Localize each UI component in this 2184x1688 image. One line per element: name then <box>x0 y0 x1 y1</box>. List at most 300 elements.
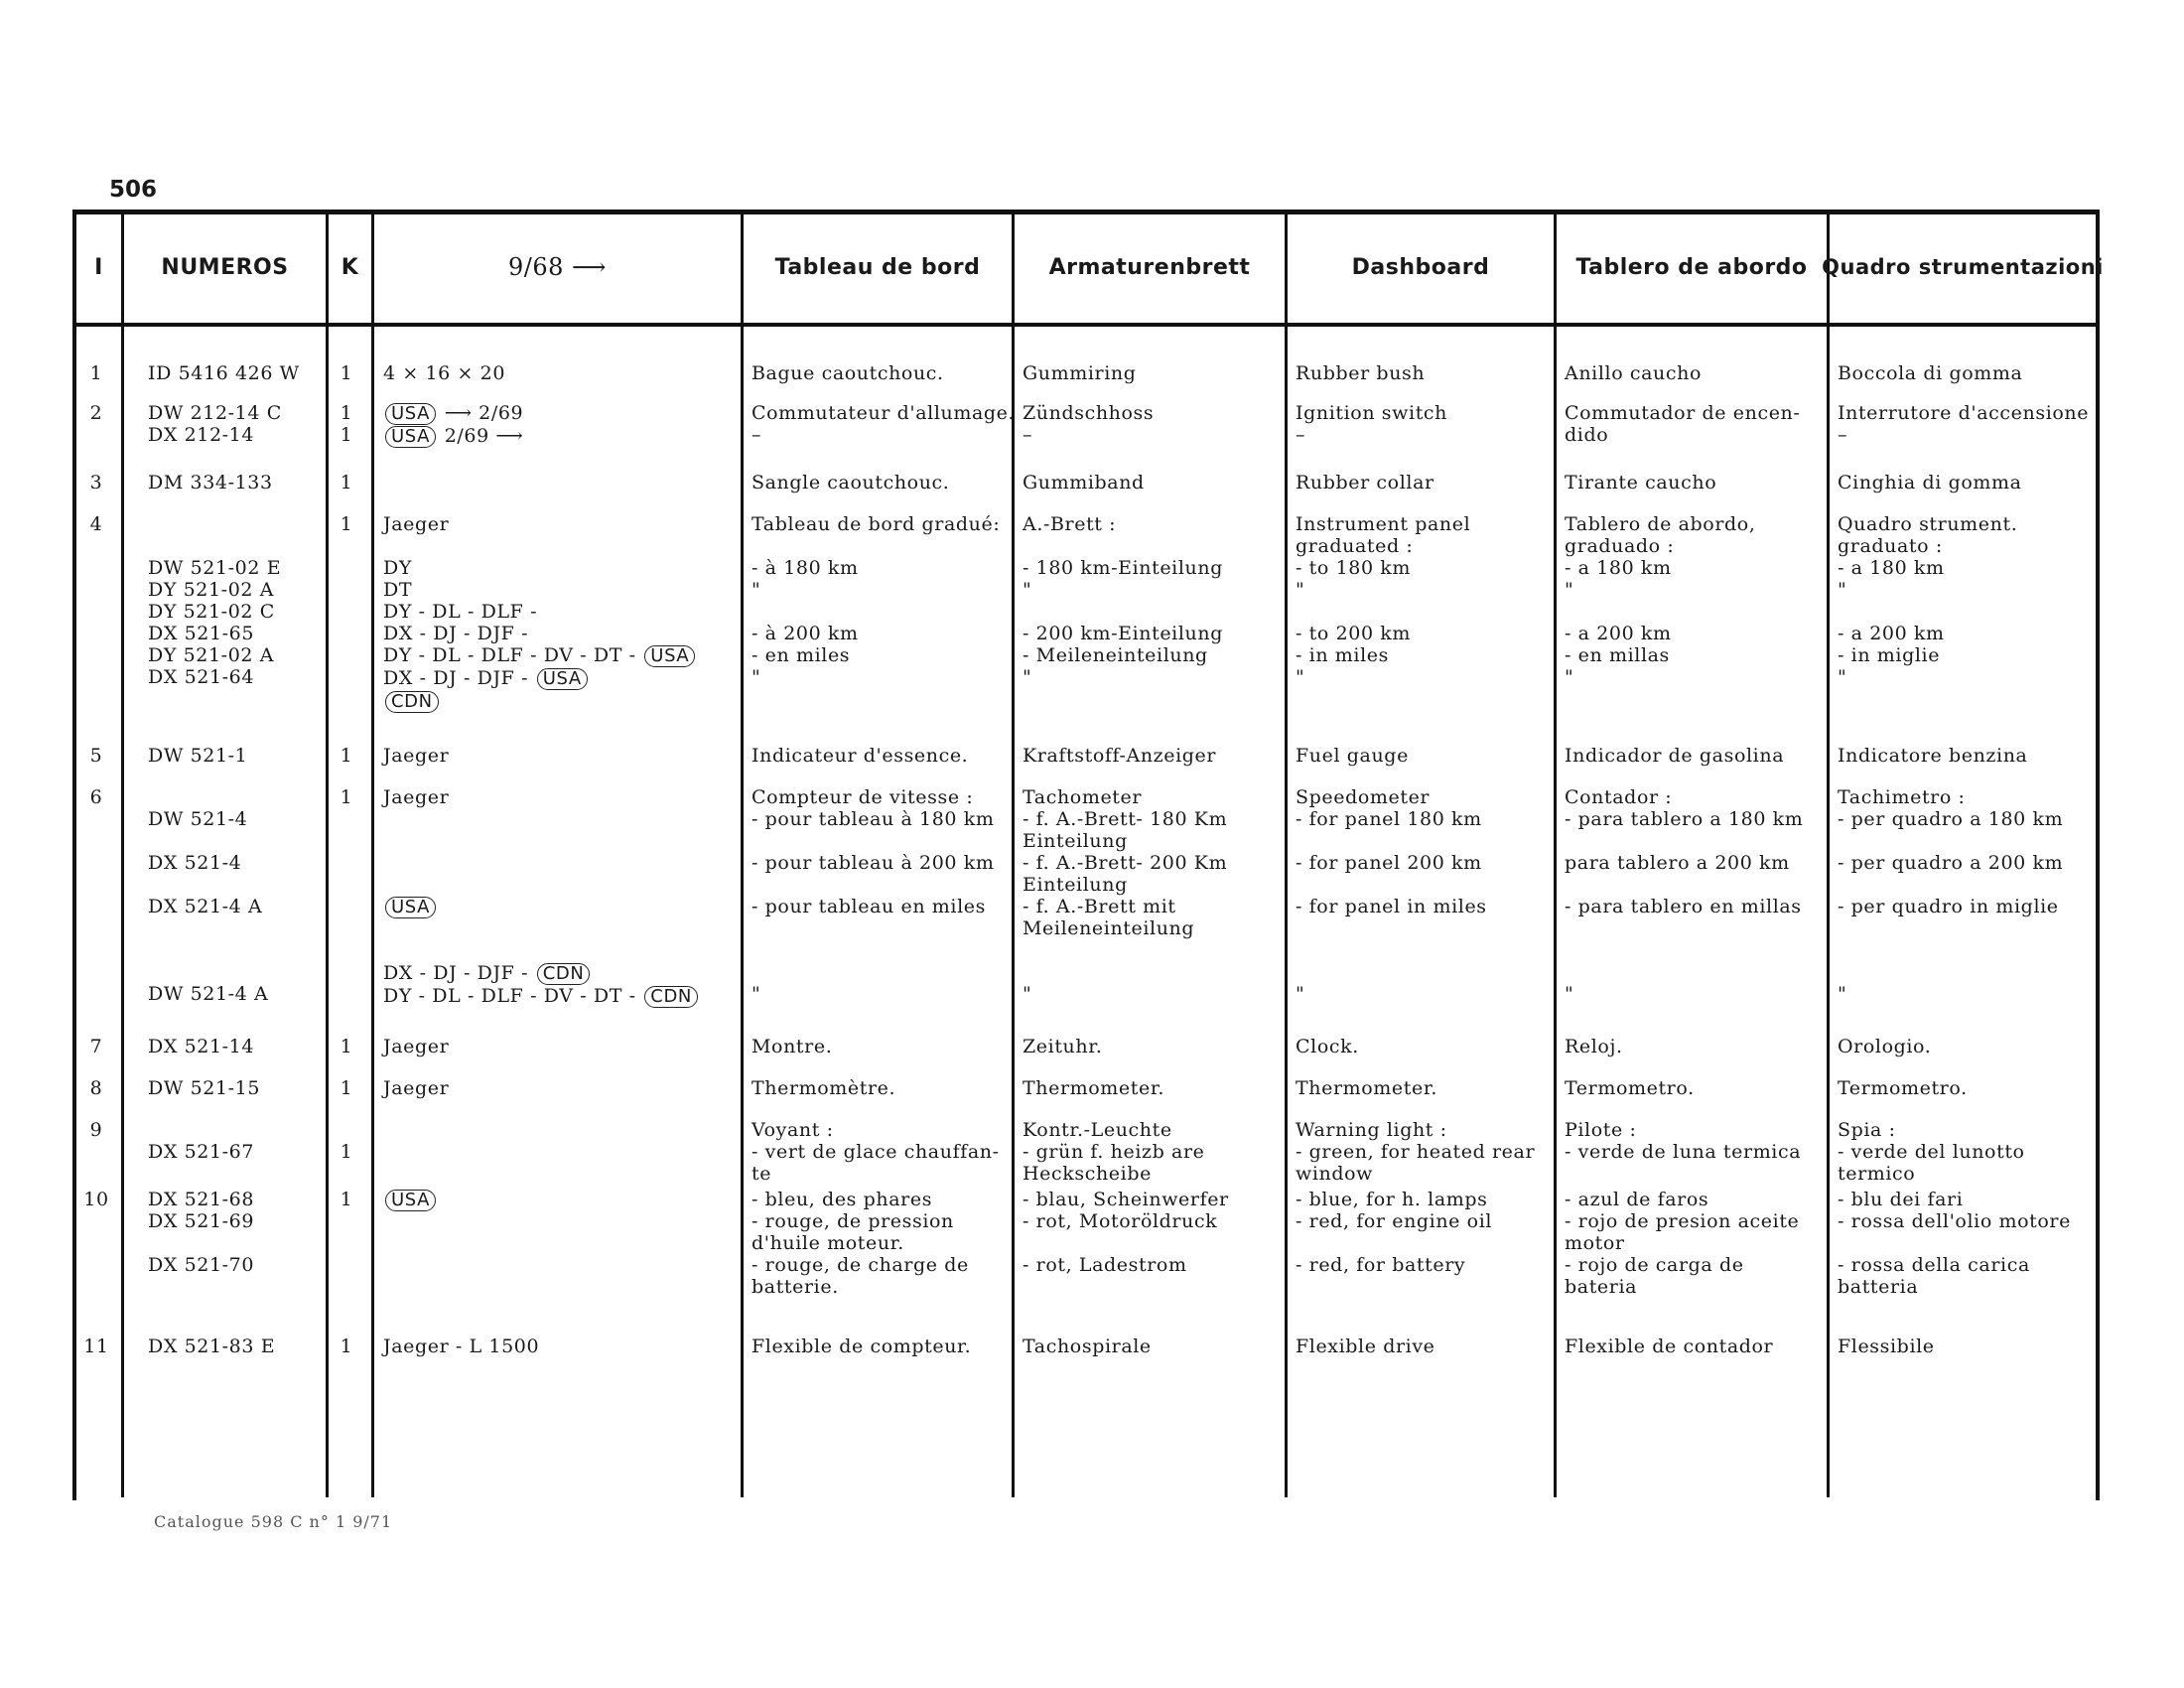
cell-de <box>1023 513 1286 688</box>
cell-it <box>1838 1336 2098 1357</box>
cell-line: - per quadro a 200 km <box>1838 852 2064 874</box>
cell-line: - bleu, des phares <box>751 1189 933 1210</box>
cell-line: Commutateur d'allumage. <box>751 402 1016 424</box>
cell-line: batterie. <box>751 1276 839 1298</box>
cell-line <box>1023 939 1286 961</box>
header-english: Dashboard <box>1351 254 1490 280</box>
cell-de <box>1023 402 1286 446</box>
cell-line: Jaeger <box>383 745 450 767</box>
cell-line <box>1838 874 2098 896</box>
cell-line <box>1023 601 1286 623</box>
cell-line: DT <box>383 579 413 601</box>
cell-line: Reloj. <box>1565 1036 1623 1057</box>
cell-line <box>1296 961 1556 983</box>
cell-line: " <box>751 983 761 1005</box>
cell-line: Indicateur d'essence. <box>751 745 969 767</box>
cell-line: – <box>1838 424 1848 446</box>
cell-line: DX - DJ - DJF - <box>383 623 529 644</box>
cell-de <box>1023 1189 1286 1276</box>
cell-line: Interrutore d'accensione <box>1838 402 2090 424</box>
market-badge: USA <box>537 668 588 690</box>
cell-fr <box>751 786 1015 1005</box>
cell-fr <box>751 1336 1015 1357</box>
cell-k <box>327 362 366 384</box>
header-german: Armaturenbrett <box>1048 254 1251 280</box>
cell-line: - Meileneinteilung <box>1023 644 1208 666</box>
market-badge: USA <box>644 645 695 667</box>
market-badge: USA <box>385 897 436 918</box>
cell-line: 1 <box>340 1141 353 1163</box>
cell-line: DX - DJ - DJF - USA <box>383 667 741 690</box>
cell-line: Zündschhoss <box>1023 402 1155 424</box>
cell-line <box>383 1119 741 1141</box>
cell-line: 1 <box>340 1036 353 1057</box>
cell-line: - rot, Ladestrom <box>1023 1254 1187 1276</box>
cell-es <box>1565 472 1828 493</box>
cell-line: - in miles <box>1296 644 1389 666</box>
cell-line: DX 521-83 E <box>148 1336 276 1357</box>
cell-de <box>1023 1036 1286 1057</box>
cell-line: 4 × 16 × 20 <box>383 362 506 384</box>
cell-line <box>1838 601 2098 623</box>
cell-line: 6 <box>89 786 103 808</box>
cell-line: - red, for battery <box>1296 1254 1466 1276</box>
cell-line: 8 <box>89 1077 103 1099</box>
cell-fr <box>751 362 1015 384</box>
header-rule <box>76 323 2096 327</box>
cell-model <box>383 786 741 1008</box>
header-numeros: NUMEROS <box>161 254 289 280</box>
column-divider <box>741 214 744 1497</box>
cell-line: - in miglie <box>1838 644 1941 666</box>
cell-line <box>383 874 741 896</box>
cell-model <box>383 362 741 384</box>
cell-idx <box>76 745 116 767</box>
cell-line: Heckscheibe <box>1023 1163 1152 1185</box>
cell-k <box>327 1036 366 1057</box>
cell-line <box>751 601 1015 623</box>
cell-k <box>327 513 366 535</box>
cell-line: 1 <box>340 513 353 535</box>
cell-line: 5 <box>89 745 103 767</box>
cell-line: Quadro strument. <box>1838 513 2018 535</box>
cell-es <box>1565 402 1828 446</box>
cell-line: - for panel 200 km <box>1296 852 1482 874</box>
cell-line: - rouge, de pression <box>751 1210 954 1232</box>
cell-line: graduato : <box>1838 535 1943 557</box>
cell-line <box>1838 830 2098 852</box>
cell-line: Meileneinteilung <box>1023 917 1195 939</box>
cell-line: " <box>1296 983 1305 1005</box>
cell-line: 4 <box>89 513 103 535</box>
cell-line <box>1565 874 1828 896</box>
cell-line: – <box>1296 424 1306 446</box>
cell-line: Termometro. <box>1565 1077 1695 1099</box>
cell-line: - pour tableau à 200 km <box>751 852 995 874</box>
cell-line: - rossa della carica <box>1838 1254 2030 1276</box>
cell-line: Tachospirale <box>1023 1336 1152 1357</box>
cell-line: Gummiring <box>1023 362 1137 384</box>
cell-fr <box>751 745 1015 767</box>
cell-line: 10 <box>83 1189 109 1210</box>
cell-line: Indicador de gasolina <box>1565 745 1785 767</box>
cell-line: " <box>1023 579 1032 601</box>
cell-line: Tableau de bord gradué: <box>751 513 1001 535</box>
cell-line: - rojo de presion aceite <box>1565 1210 1800 1232</box>
cell-line: Spia : <box>1838 1119 1896 1141</box>
cell-line: DX 521-4 <box>148 852 242 874</box>
cell-line <box>148 513 346 535</box>
cell-line: Flexible de contador <box>1565 1336 1774 1357</box>
cell-k <box>327 472 366 493</box>
cell-line: - 200 km-Einteilung <box>1023 623 1223 644</box>
cell-line: - blu dei fari <box>1838 1189 1964 1210</box>
cell-line: Jaeger <box>383 1077 450 1099</box>
cell-line: DX 521-69 <box>148 1210 255 1232</box>
cell-model <box>383 745 741 767</box>
cell-it <box>1838 472 2098 493</box>
cell-line <box>383 830 741 852</box>
cell-line: USA 2/69 ⟶ <box>383 425 741 448</box>
cell-line: - verde del lunotto <box>1838 1141 2025 1163</box>
cell-line: - blau, Scheinwerfer <box>1023 1189 1229 1210</box>
cell-line: DW 521-4 A <box>148 983 269 1005</box>
cell-line <box>383 896 741 918</box>
cell-line: Einteilung <box>1023 830 1128 852</box>
cell-line: Bague caoutchouc. <box>751 362 944 384</box>
cell-line: DY - DL - DLF - <box>383 601 538 623</box>
cell-line: 1 <box>340 472 353 493</box>
cell-line: - to 180 km <box>1296 557 1412 579</box>
cell-line: - vert de glace chauffan- <box>751 1141 1000 1163</box>
cell-line <box>1838 939 2098 961</box>
catalogue-footer: Catalogue 598 C n° 1 9/71 <box>154 1512 393 1531</box>
cell-line: Flexible de compteur. <box>751 1336 972 1357</box>
cell-line: 11 <box>83 1336 109 1357</box>
cell-line: - a 180 km <box>1838 557 1945 579</box>
cell-line <box>1023 961 1286 983</box>
cell-fr <box>751 513 1015 688</box>
cell-line: Fuel gauge <box>1296 745 1409 767</box>
cell-es <box>1565 1189 1828 1298</box>
cell-model <box>383 402 741 448</box>
cell-line: DX 521-4 A <box>148 896 263 917</box>
cell-line: Orologio. <box>1838 1036 1932 1057</box>
cell-num <box>148 1077 346 1099</box>
cell-model <box>383 1336 741 1357</box>
cell-line: Anillo caucho <box>1565 362 1702 384</box>
cell-en <box>1296 472 1556 493</box>
cell-line: Thermometer. <box>1023 1077 1165 1099</box>
cell-line: DY <box>383 557 412 579</box>
cell-line <box>383 808 741 830</box>
cell-line <box>148 961 346 983</box>
cell-line: DW 521-02 E <box>148 557 282 579</box>
cell-line: DX 212-14 <box>148 424 255 446</box>
cell-model <box>383 1189 741 1211</box>
cell-idx <box>76 1189 116 1210</box>
cell-de <box>1023 362 1286 384</box>
cell-line <box>1023 1232 1286 1254</box>
cell-line: - en miles <box>751 644 851 666</box>
cell-line <box>148 1232 346 1254</box>
cell-line <box>1296 1232 1556 1254</box>
cell-k <box>327 1336 366 1357</box>
cell-line <box>1296 601 1556 623</box>
cell-de <box>1023 472 1286 493</box>
cell-line: Tachimetro : <box>1838 786 1966 808</box>
cell-line: Ignition switch <box>1296 402 1448 424</box>
cell-line: Jaeger - L 1500 <box>383 1336 540 1357</box>
cell-en <box>1296 786 1556 1005</box>
cell-line: DY 521-02 A <box>148 644 275 666</box>
cell-line: 1 <box>340 402 353 424</box>
cell-line <box>148 917 346 939</box>
cell-line: Thermomètre. <box>751 1077 896 1099</box>
cell-line <box>383 918 741 940</box>
cell-it <box>1838 1077 2098 1099</box>
cell-line: window <box>1296 1163 1374 1185</box>
cell-line <box>148 786 346 808</box>
cell-line <box>1565 939 1828 961</box>
cell-line <box>751 535 1015 557</box>
cell-line <box>383 852 741 874</box>
cell-line: - red, for engine oil <box>1296 1210 1493 1232</box>
cell-line: Warning light : <box>1296 1119 1447 1141</box>
cell-fr <box>751 1036 1015 1057</box>
cell-line: DM 334-133 <box>148 472 273 493</box>
cell-line: - per quadro in miglie <box>1838 896 2059 917</box>
cell-line: Jaeger <box>383 1036 450 1057</box>
cell-de <box>1023 1119 1286 1185</box>
cell-k <box>327 1119 366 1163</box>
cell-line <box>1838 961 2098 983</box>
cell-line: - f. A.-Brett mit <box>1023 896 1176 917</box>
cell-it <box>1838 745 2098 767</box>
cell-idx <box>76 513 116 535</box>
cell-k <box>327 1189 366 1210</box>
column-divider <box>121 214 124 1497</box>
cell-es <box>1565 362 1828 384</box>
cell-fr <box>751 1189 1015 1298</box>
cell-idx <box>76 1077 116 1099</box>
cell-it <box>1838 362 2098 384</box>
cell-line: graduado : <box>1565 535 1675 557</box>
cell-en <box>1296 1189 1556 1276</box>
cell-num <box>148 513 346 688</box>
cell-line: - rojo de carga de <box>1565 1254 1744 1276</box>
cell-line: " <box>751 579 761 601</box>
cell-line <box>1296 830 1556 852</box>
cell-line: - 180 km-Einteilung <box>1023 557 1223 579</box>
cell-line: 2 <box>89 402 103 424</box>
cell-line <box>1296 917 1556 939</box>
cell-k <box>327 1077 366 1099</box>
page-number: 506 <box>109 177 158 203</box>
cell-line <box>1023 535 1286 557</box>
cell-fr <box>751 402 1015 446</box>
cell-line <box>383 472 741 493</box>
cell-line: - a 200 km <box>1838 623 1945 644</box>
cell-line: 1 <box>340 786 353 808</box>
cell-line: DW 521-4 <box>148 808 248 830</box>
cell-line: - pour tableau en miles <box>751 896 986 917</box>
cell-line <box>1565 961 1828 983</box>
cell-es <box>1565 786 1828 1005</box>
cell-line: - pour tableau à 180 km <box>751 808 995 830</box>
cell-line <box>327 1119 366 1141</box>
cell-line: - rossa dell'olio motore <box>1838 1210 2071 1232</box>
cell-line: " <box>1296 666 1305 688</box>
cell-line: - rouge, de charge de <box>751 1254 969 1276</box>
cell-line: 1 <box>89 362 103 384</box>
cell-line: 1 <box>340 1077 353 1099</box>
cell-line: 1 <box>340 1189 353 1210</box>
cell-line: termico <box>1838 1163 1916 1185</box>
cell-line: A.-Brett : <box>1023 513 1117 535</box>
cell-line: dido <box>1565 424 1609 446</box>
cell-line: - blue, for h. lamps <box>1296 1189 1488 1210</box>
cell-idx <box>76 362 116 384</box>
header-italian: Quadro strumentazioni <box>1822 255 2104 279</box>
cell-idx <box>76 1119 116 1141</box>
cell-line: " <box>1838 579 1847 601</box>
cell-line: - para tablero a 180 km <box>1565 808 1804 830</box>
cell-line: Tachometer <box>1023 786 1143 808</box>
cell-es <box>1565 513 1828 688</box>
cell-line: - green, for heated rear <box>1296 1141 1536 1163</box>
cell-line: Einteilung <box>1023 874 1128 896</box>
cell-line: para tablero a 200 km <box>1565 852 1790 874</box>
cell-line: " <box>751 666 761 688</box>
cell-line <box>1565 830 1828 852</box>
cell-line <box>1565 601 1828 623</box>
cell-line: d'huile moteur. <box>751 1232 904 1254</box>
cell-model <box>383 1036 741 1057</box>
cell-idx <box>76 402 116 424</box>
cell-line: te <box>751 1163 772 1185</box>
cell-line: 7 <box>89 1036 103 1057</box>
cell-line: DY 521-02 A <box>148 579 275 601</box>
cell-de <box>1023 745 1286 767</box>
cell-line: DX 521-68 <box>148 1189 255 1210</box>
cell-en <box>1296 1119 1556 1185</box>
cell-fr <box>751 1077 1015 1099</box>
cell-line: motor <box>1565 1232 1625 1254</box>
cell-line: - grün f. heizb are <box>1023 1141 1205 1163</box>
cell-fr <box>751 1119 1015 1185</box>
cell-line: - à 200 km <box>751 623 859 644</box>
cell-num <box>148 472 346 493</box>
cell-num <box>148 1036 346 1057</box>
cell-line: bateria <box>1565 1276 1638 1298</box>
cell-line <box>383 1189 741 1211</box>
cell-line: Thermometer. <box>1296 1077 1438 1099</box>
cell-line <box>148 535 346 557</box>
cell-line: Rubber bush <box>1296 362 1426 384</box>
cell-line <box>383 940 741 962</box>
cell-line: Boccola di gomma <box>1838 362 2023 384</box>
cell-k <box>327 402 366 446</box>
cell-num <box>148 362 346 384</box>
cell-it <box>1838 513 2098 688</box>
cell-line: 1 <box>340 362 353 384</box>
cell-line: graduated : <box>1296 535 1414 557</box>
cell-line: Instrument panel <box>1296 513 1471 535</box>
cell-line: Jaeger <box>383 786 450 808</box>
cell-line: Zeituhr. <box>1023 1036 1103 1057</box>
cell-es <box>1565 1077 1828 1099</box>
cell-line: 9 <box>89 1119 103 1141</box>
cell-en <box>1296 1077 1556 1099</box>
cell-num <box>148 1336 346 1357</box>
cell-line: Compteur de vitesse : <box>751 786 974 808</box>
cell-en <box>1296 1036 1556 1057</box>
cell-num <box>148 402 346 446</box>
cell-line: USA ⟶ 2/69 <box>383 402 741 425</box>
cell-line <box>148 1119 346 1141</box>
cell-fr <box>751 472 1015 493</box>
cell-line <box>1838 1232 2098 1254</box>
cell-line: Termometro. <box>1838 1077 1968 1099</box>
cell-en <box>1296 1336 1556 1357</box>
cell-it <box>1838 1036 2098 1057</box>
cell-line: Gummiband <box>1023 472 1145 493</box>
cell-line: Kontr.-Leuchte <box>1023 1119 1172 1141</box>
cell-line <box>148 830 346 852</box>
cell-line: Kraftstoff-Anzeiger <box>1023 745 1217 767</box>
cell-line: " <box>1565 666 1574 688</box>
cell-line: Pilote : <box>1565 1119 1637 1141</box>
cell-num <box>148 745 346 767</box>
cell-line: – <box>751 424 762 446</box>
header-spanish: Tablero de abordo <box>1575 254 1808 280</box>
cell-idx <box>76 786 116 808</box>
cell-es <box>1565 1036 1828 1057</box>
cell-line <box>383 535 741 557</box>
cell-de <box>1023 1336 1286 1357</box>
cell-line <box>751 961 1015 983</box>
cell-line: Montre. <box>751 1036 833 1057</box>
cell-line: Contador : <box>1565 786 1673 808</box>
cell-line: " <box>1565 579 1574 601</box>
cell-idx <box>76 1036 116 1057</box>
cell-line <box>1838 917 2098 939</box>
cell-it <box>1838 1119 2098 1185</box>
cell-line: " <box>1296 579 1305 601</box>
cell-model <box>383 1077 741 1099</box>
cell-es <box>1565 745 1828 767</box>
cell-line <box>751 874 1015 896</box>
cell-it <box>1838 1189 2098 1298</box>
cell-line: Clock. <box>1296 1036 1359 1057</box>
market-badge: CDN <box>644 986 698 1008</box>
cell-line: DY - DL - DLF - DV - DT - USA <box>383 644 741 667</box>
cell-model <box>383 1119 741 1141</box>
cell-line: DX 521-14 <box>148 1036 255 1057</box>
cell-line: Speedometer <box>1296 786 1431 808</box>
cell-line: - à 180 km <box>751 557 859 579</box>
cell-line: ID 5416 426 W <box>148 362 300 384</box>
cell-line: – <box>1023 424 1033 446</box>
cell-idx <box>76 1336 116 1357</box>
cell-line <box>751 917 1015 939</box>
cell-line: Jaeger <box>383 513 450 535</box>
cell-line: 3 <box>89 472 103 493</box>
cell-line: - f. A.-Brett- 180 Km <box>1023 808 1228 830</box>
cell-en <box>1296 745 1556 767</box>
cell-line <box>1296 874 1556 896</box>
